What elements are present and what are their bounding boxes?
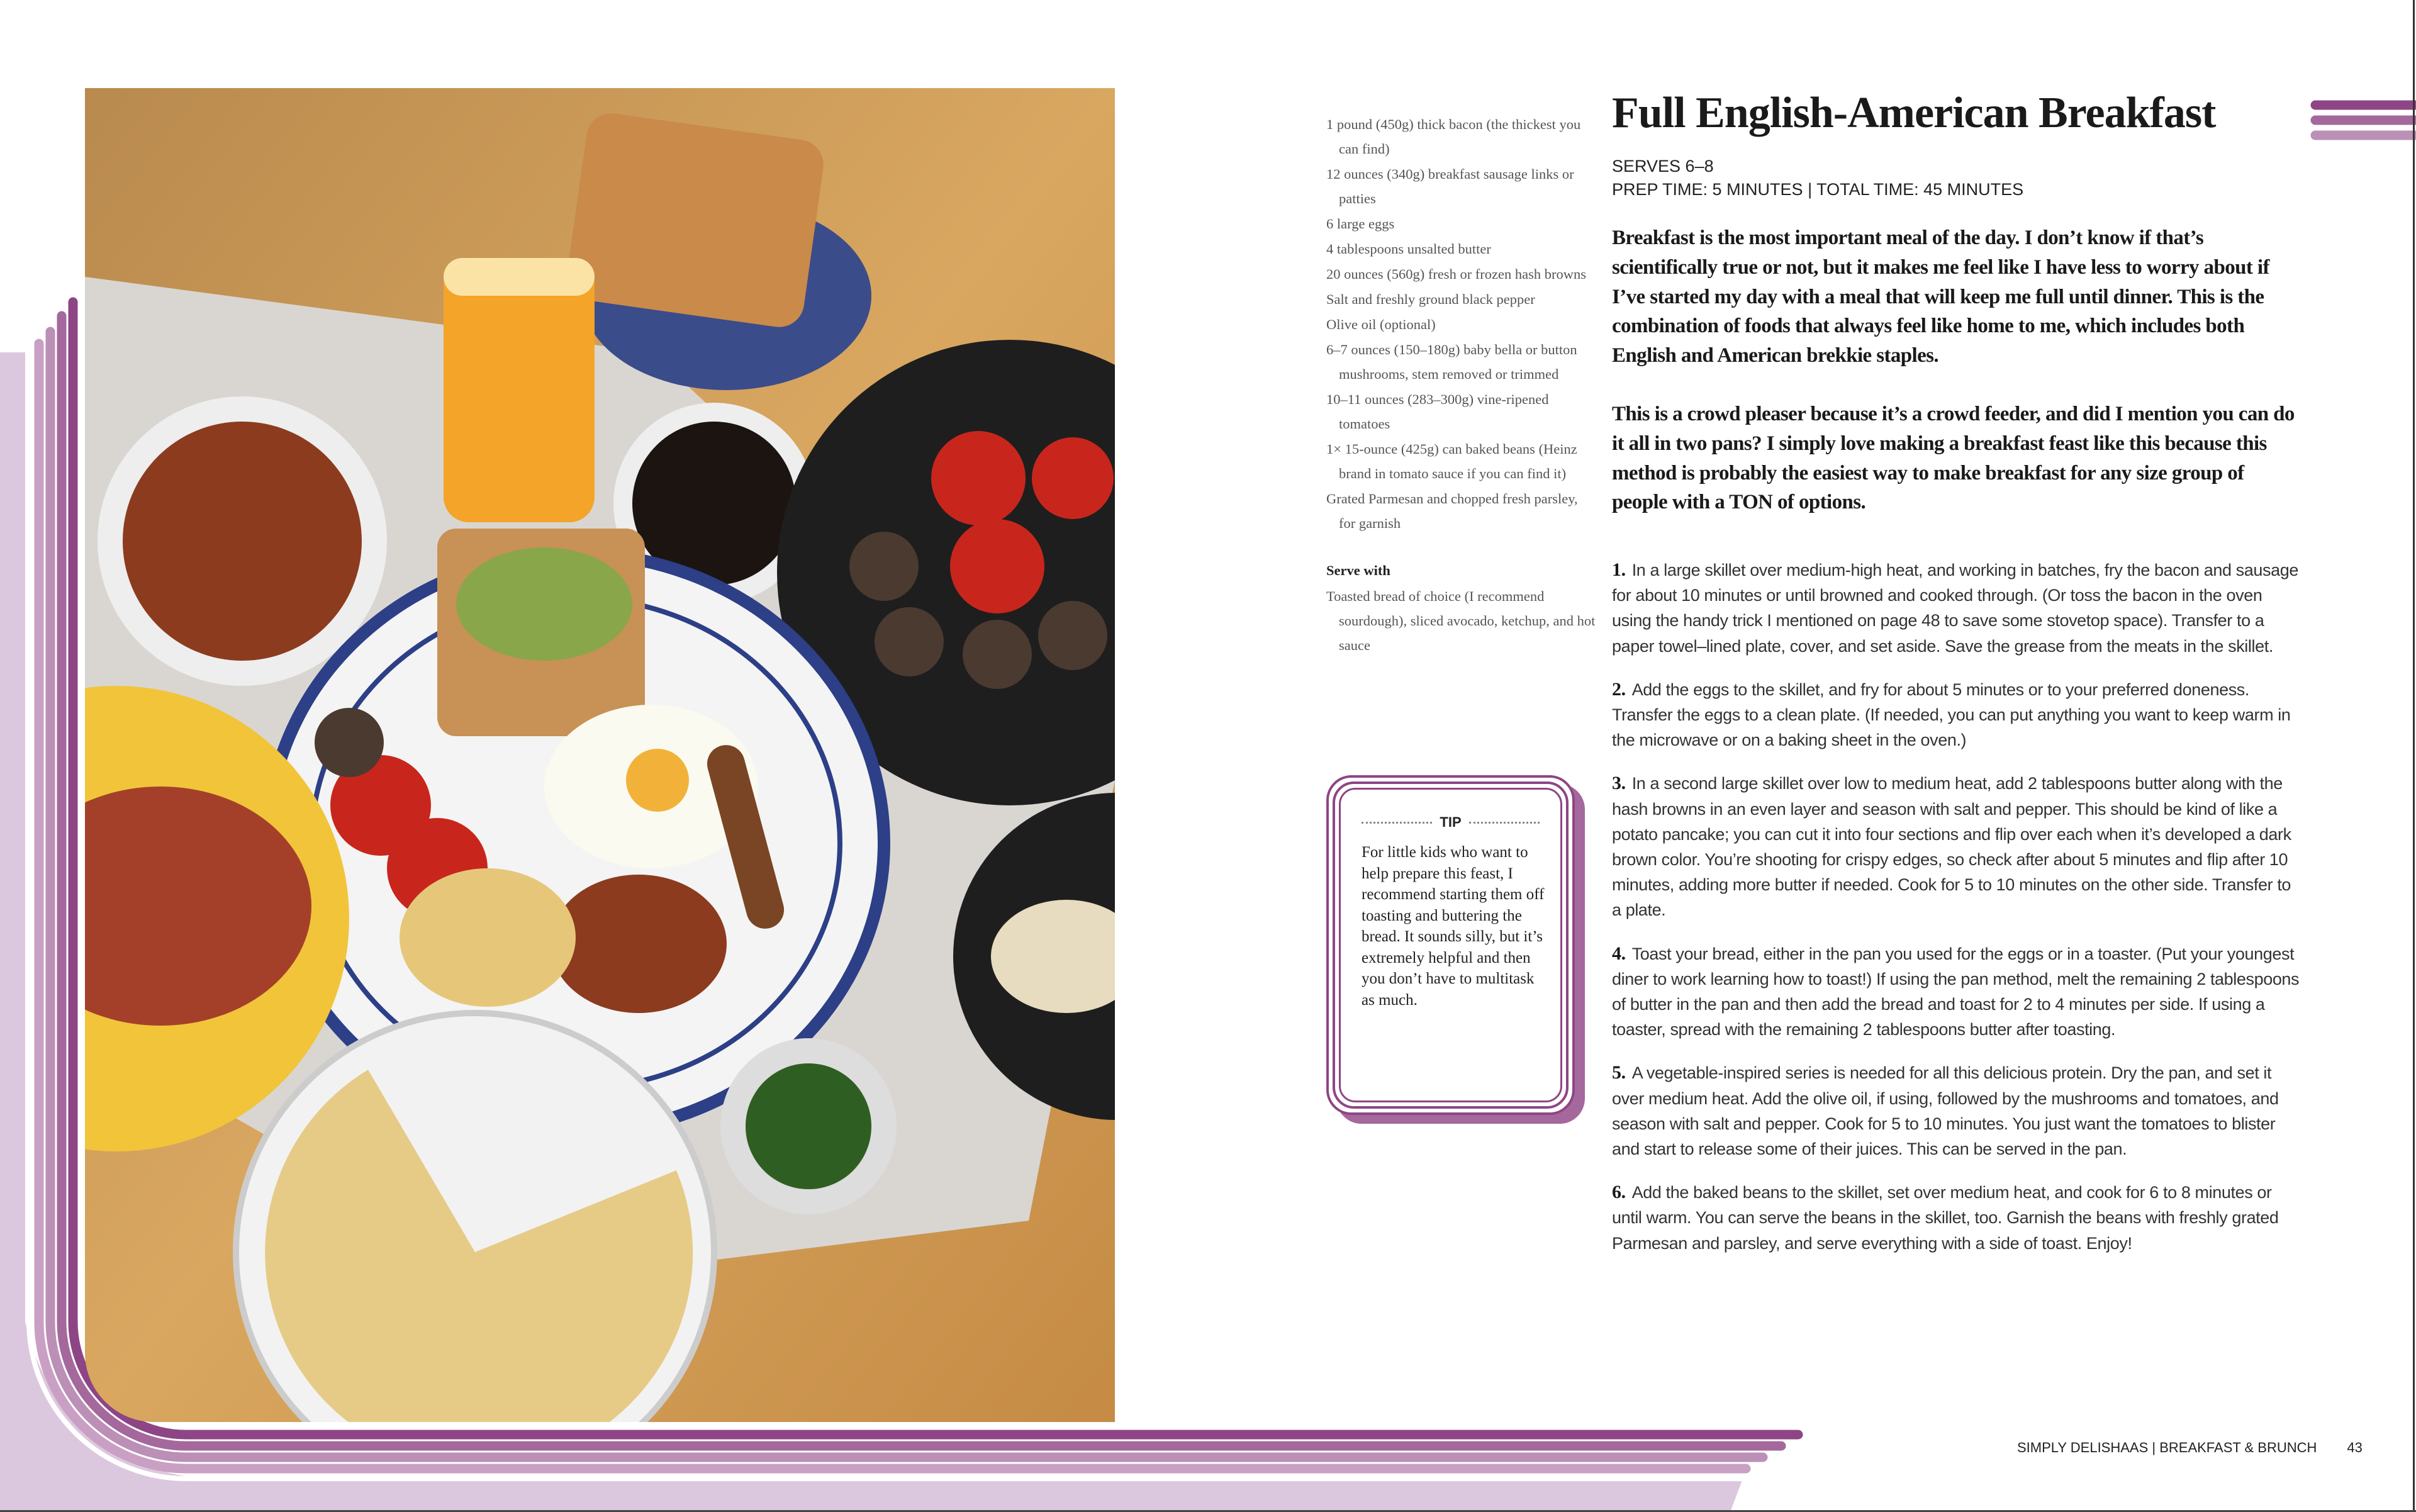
step (1612, 771, 2301, 922)
prep-total-time: PREP TIME: 5 MINUTES | TOTAL TIME: 45 MINUTES (1612, 180, 2024, 199)
step (1612, 1180, 2301, 1256)
tip-box (1326, 775, 1575, 1115)
recipe-meta (1612, 155, 2023, 201)
page-edge-right (2413, 0, 2415, 1512)
intro (1612, 223, 2304, 546)
serves: SERVES 6–8 (1612, 157, 1714, 176)
ingredient: 6 large eggs (1326, 216, 1395, 232)
ingredients-list (1326, 112, 1597, 658)
parsley-cup (720, 1038, 897, 1214)
step-text: A vegetable-inspired series is needed for all this delicious protein. Dry the pan, and set it over medium heat. Add the olive oil, if using, followed by the mushrooms and tomatoes, and season with salt and pepper. Cook for 5 to 10 minutes. You just want the tomatoes to blister and start to release some of their juices. This can be served in the pan. (1612, 1063, 2279, 1159)
ingredient: 10–11 ounces (283–300g) vine-ripened tomatoes (1326, 391, 1549, 432)
intro-paragraph: Breakfast is the most important meal of the day. I don’t know if that’s scientifically true or not, but it makes me feel like I have less to worry about if I’ve started my day with a meal that will keep me full until dinner. This is the combination of foods that always feel like home to me, which includes both English and American brekkie staples. (1612, 227, 2269, 367)
page-number: 43 (2347, 1440, 2363, 1455)
orange-juice (444, 258, 595, 522)
ingredient: 6–7 ounces (150–180g) baby bella or button mushrooms, stem removed or trimmed (1326, 342, 1577, 382)
serve-with-heading: Serve with (1326, 563, 1390, 578)
ingredient: 1× 15-ounce (425g) can baked beans (Heinz brand in tomato sauce if you can find it) (1326, 441, 1577, 481)
recipe-title: Full English-American Breakfast (1612, 89, 2216, 137)
step-number: 6. (1612, 1182, 1626, 1203)
step-text: In a large skillet over medium-high heat, and working in batches, fry the bacon and sausage for about 10 minutes or until browned and cooked through. (Or toss the bacon in the oven using the handy trick I mentioned on page 48 to save some stovetop space). Transfer to a paper towel–lined plate, cover, and set aside. Save the grease from the meats in the skillet. (1612, 561, 2298, 656)
method-steps (1612, 557, 2301, 1274)
serve-with-text: Toasted bread of choice (I recommend sourdough), sliced avocado, ketchup, and hot sauce (1326, 588, 1596, 653)
breakfast-photo (85, 88, 1115, 1422)
intro-paragraph: This is a crowd pleaser because it’s a crowd feeder, and did I mention you can do it all in two pans? I simply love making a breakfast feast like this because this method is probably the easiest way to make breakfast for any size group of people with a TON of options. (1612, 402, 2295, 514)
step-number: 5. (1612, 1062, 1626, 1084)
dotted-rule (1469, 822, 1540, 824)
step-text: Add the eggs to the skillet, and fry for about 5 minutes or to your preferred doneness. Transfer the eggs to a clean plate. (If needed, you can put anything you want to keep warm in the microwave or on a baking sheet in the oven.) (1612, 680, 2291, 750)
ingredient: Grated Parmesan and chopped fresh parsley, for garnish (1326, 491, 1578, 531)
step-text: Add the baked beans to the skillet, set over medium heat, and cook for 6 to 8 minutes or until warm. You can serve the beans in the skillet, too. Garnish the beans with freshly grated Parmesan and parsley, and serve everything with a side of toast. Enjoy! (1612, 1183, 2279, 1253)
ingredient: 4 tablespoons unsalted butter (1326, 241, 1491, 257)
step-number: 2. (1612, 678, 1626, 700)
ingredient: 20 ounces (560g) fresh or frozen hash browns (1326, 266, 1587, 282)
dotted-rule (1362, 822, 1432, 824)
ingredient: Olive oil (optional) (1326, 316, 1436, 332)
step-text: Toast your bread, either in the pan you used for the eggs or in a toaster. (Put your youngest diner to work learning how to toast!) If using the pan method, melt the remaining 2 tablespoons of butter in the pan and then add the bread and toast for 2 to 4 minutes per side. If using a toaster, spread with the remaining 2 tablespoons butter after toasting. (1612, 944, 2300, 1039)
step (1612, 557, 2301, 659)
step-text: In a second large skillet over low to medium heat, add 2 tablespoons butter along with the hash browns in an even layer and season with salt and pepper. This should be kind of like a potato pancake; you can cut it into four sections and flip over each when it’s developed a dark brown color. You’re shooting for crispy edges, so check after about 5 minutes and flip after 10 minutes, adding more butter if needed. Cook for 5 to 10 minutes on the other side. Transfer to a plate. (1612, 774, 2291, 920)
tip-text: For little kids who want to help prepare this feast, I recommend starting them off toasting and buttering the bread. It sounds silly, but it’s extremely helpful and then you don’t have to multitask as much. (1362, 844, 1545, 1009)
running-head: SIMPLY DELISHAAS | BREAKFAST & BRUNCH (2017, 1440, 2317, 1455)
step (1612, 677, 2301, 753)
tip-heading: TIP (1440, 814, 1462, 830)
step-number: 3. (1612, 773, 1626, 794)
page-footer (2017, 1440, 2363, 1456)
step (1612, 941, 2301, 1043)
beans-bowl (98, 396, 387, 686)
step-number: 4. (1612, 943, 1626, 964)
ingredient: Salt and freshly ground black pepper (1326, 291, 1535, 307)
ingredient: 12 ounces (340g) breakfast sausage links or patties (1326, 166, 1574, 206)
step-number: 1. (1612, 559, 1626, 580)
ingredient: 1 pound (450g) thick bacon (the thickest you can find) (1326, 116, 1581, 157)
step (1612, 1060, 2301, 1162)
